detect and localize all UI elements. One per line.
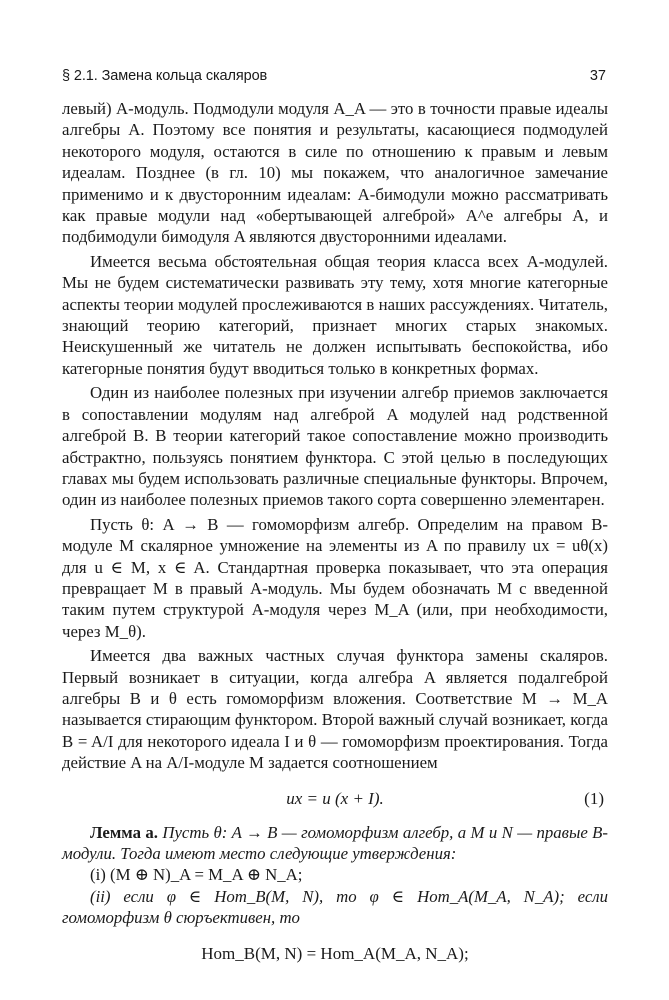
lemma-item-i: (i) (M ⊕ N)_A = M_A ⊕ N_A; [90,865,303,885]
paragraph-5: Имеется два важных частных случая функтора замены скаляров. Первый возникает в ситуации, когда алгебра A является подалгеброй алгебры B и θ есть гомоморфизм вложения. Соответствие M → M_A называется стирающим функтором. Второй важный случай возникает, когда B = A/I для некоторого идеала I и θ — гомоморфизм проектирования. Тогда действие A на A/I-модуле M задается соотношением [62,646,608,773]
lemma-text: Пусть θ: A → B — гомоморфизм алгебр, а M и N — правые B-модули. Тогда имеют место следующие утверждения: [62,822,608,863]
paragraph-1: левый) A-модуль. Подмодули модуля A_A — это в точности правые идеалы алгебры A. Поэтому все понятия и результаты, касающиеся подмодулей некоторого модуля, остаются в силе по отношению к правым и левым идеалам. Позднее (в гл. 10) мы покажем, что аналогичное замечание применимо и к двусторонним идеалам: A-бимодули можно рассматривать как правые модули над «обертывающей алгеброй» A^e алгебры A, и подбимодули бимодуля A являются двусторонними идеалами. [62,99,608,247]
page-body [62,98,608,965]
equation-1-number: (1) [584,788,604,808]
lemma-heading: Лемма а. [90,822,158,842]
paragraph-2: Имеется весьма обстоятельная общая теория класса всех A-модулей. Мы не будем систематически развивать эту тему, хотя многие категорные аспекты теории модулей прослеживаются в наших рассуждениях. Читатель, знающий теорию категорий, признает многих старых знакомых. Неискушенный же читатель не должен испытывать беспокойства, ибо категорные понятия будут вводиться только в конкретных формах. [62,251,608,378]
paragraph-3: Один из наиболее полезных при изучении алгебр приемов заключается в сопоставлении модулям над алгеброй A модулей над родственной алгеброй B. В теории категорий такое сопоставление можно производить абстрактно, пользуясь понятием функтора. С этой целью в последующих главах мы будем использовать различные специальные функторы. Впрочем, один из наиболее полезных приемов такого сорта совершенно элементарен. [62,383,608,510]
equation-1-body: ux = u (x + I). [286,788,384,808]
equation-2: Hom_B(M, N) = Hom_A(M_A, N_A); [201,943,469,963]
lemma-statement [62,822,608,865]
lemma-item-ii: (ii) если φ ∈ Hom_B(M, N), то φ ∈ Hom_A(M_A, N_A); если гомоморфизм θ сюръективен, то [62,886,608,928]
running-header [62,68,606,88]
section-title: § 2.1. Замена кольца скаляров [62,68,268,84]
paragraph-4: Пусть θ: A → B — гомоморфизм алгебр. Определим на правом B-модуле M скалярное умножение на элементы из A по правилу ux = uθ(x) для u ∈ M, x ∈ A. Стандартная проверка показывает, что эта операция превращает M в правый A-модуль. Мы будем обозначать M с введенной таким путем структурой A-модуля через M_A (или, при необходимости, через M_θ). [62,514,608,641]
page-number: 37 [589,68,606,84]
equation-1 [62,788,608,810]
